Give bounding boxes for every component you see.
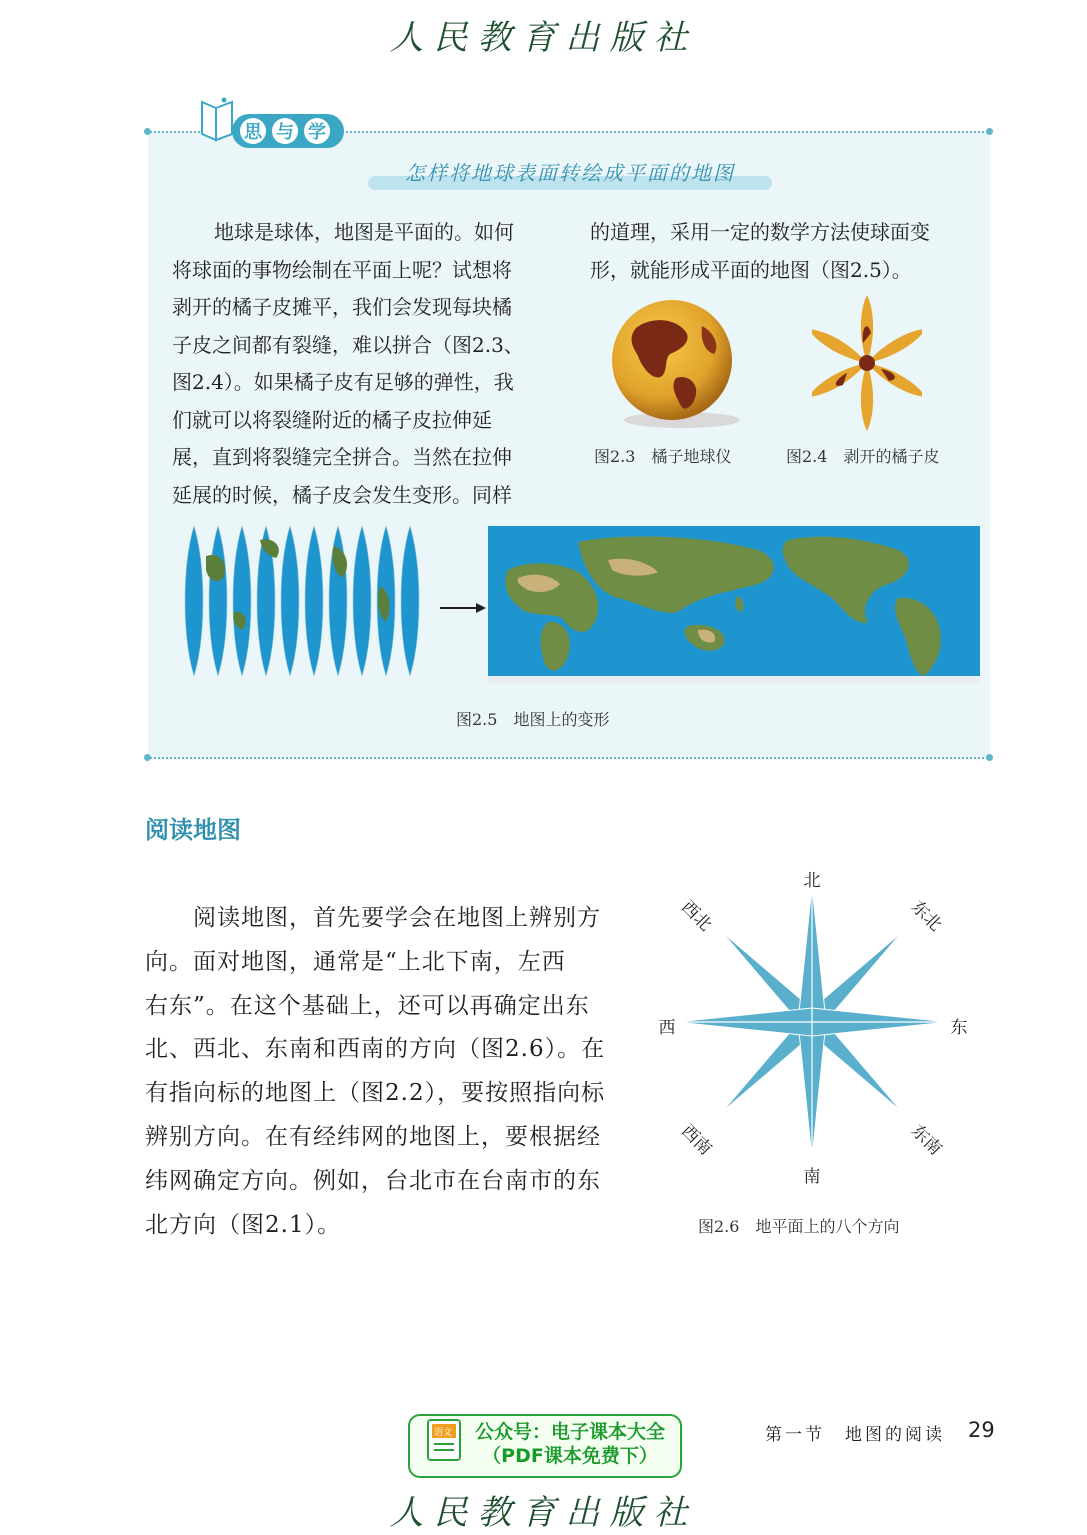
text-line: 图2.4）。如果橘子皮有足够的弹性，我 [172, 370, 514, 394]
text-line: 剥开的橘子皮摊平，我们会发现每块橘 [172, 295, 512, 319]
badge-char: 思 [240, 118, 266, 144]
box-title: 怎样将地球表面转绘成平面的地图 [405, 161, 735, 185]
page-number: 29 [968, 1418, 995, 1442]
globe-gores-image [184, 526, 434, 682]
badge-char: 与 [272, 118, 298, 144]
promo-line: （PDF课本免费下） [482, 1445, 658, 1467]
compass-southeast-label: 东南 [907, 1121, 946, 1160]
text-line: 的道理，采用一定的数学方法使球面变 [590, 220, 930, 244]
dot-icon [144, 128, 151, 135]
arrow-right-icon [438, 600, 488, 616]
promo-text [470, 1420, 670, 1468]
world-map-image [488, 526, 980, 684]
dot-icon [986, 128, 993, 135]
box-bottom-border [146, 757, 992, 759]
badge-char: 学 [304, 118, 330, 144]
compass-south-label: 南 [803, 1167, 821, 1187]
text-line: 们就可以将裂缝附近的橘子皮拉伸延 [172, 407, 492, 432]
box-left-column [172, 214, 552, 514]
compass-north-label: 北 [803, 871, 821, 891]
text-line: 有指向标的地图上（图2.2），要按照指向标 [145, 1080, 606, 1107]
box-right-column [590, 214, 975, 289]
main-paragraph [145, 897, 620, 1247]
publisher-header: 人民教育出版社 [389, 18, 698, 58]
fig26-caption: 图2.6 地平面上的八个方向 [698, 1217, 900, 1236]
fig25-caption: 图2.5 地图上的变形 [456, 710, 610, 729]
dot-icon [144, 754, 151, 761]
compass-southwest-label: 西南 [677, 1121, 716, 1160]
text-line: 展，直到将裂缝完全拼合。当然在拉伸 [172, 445, 512, 469]
promo-line: 公众号：电子课本大全 [474, 1421, 665, 1443]
text-line: 北、西北、东南和西南的方向（图2.6）。在 [145, 1036, 606, 1063]
text-line: 延展的时候，橘子皮会发生变形。同样 [172, 482, 512, 507]
fig23-caption: 图2.3 橘子地球仪 [594, 447, 732, 466]
text-line: 纬网确定方向。例如，台北市在台南市的东 [145, 1167, 601, 1194]
text-line: 北方向（图2.1）。 [145, 1211, 342, 1238]
text-line: 子皮之间都有裂缝，难以拼合（图2.3、 [172, 332, 524, 357]
text-line: 形，就能形成平面的地图（图2.5）。 [590, 257, 912, 282]
text-line: 将球面的事物绘制在平面上呢？试想将 [172, 257, 512, 282]
peeled-orange-image [812, 294, 922, 432]
compass-northwest-label: 西北 [677, 897, 716, 936]
orange-globe-image [606, 298, 746, 432]
dot-icon [986, 754, 993, 761]
text-line: 向。面对地图，通常是“上北下南，左西 [145, 948, 566, 975]
publisher-footer: 人民教育出版社 [389, 1493, 698, 1533]
fig24-caption: 图2.4 剥开的橘子皮 [786, 447, 940, 466]
text-line: 阅读地图，首先要学会在地图上辨别方 [193, 905, 601, 931]
promo-icon-label: 语文 [433, 1428, 452, 1438]
text-line: 右东”。在这个基础上，还可以再确定出东 [145, 992, 590, 1019]
text-line: 地球是球体，地图是平面的。如何 [214, 220, 514, 244]
footer-section-title: 第一节 地图的阅读 [765, 1425, 945, 1445]
section-heading: 阅读地图 [145, 816, 241, 844]
compass-east-label: 东 [950, 1018, 968, 1038]
compass-northeast-label: 东北 [907, 897, 946, 936]
think-badge [232, 114, 344, 148]
compass-west-label: 西 [658, 1018, 676, 1038]
text-line: 辨别方向。在有经纬网的地图上，要根据经 [145, 1123, 601, 1150]
